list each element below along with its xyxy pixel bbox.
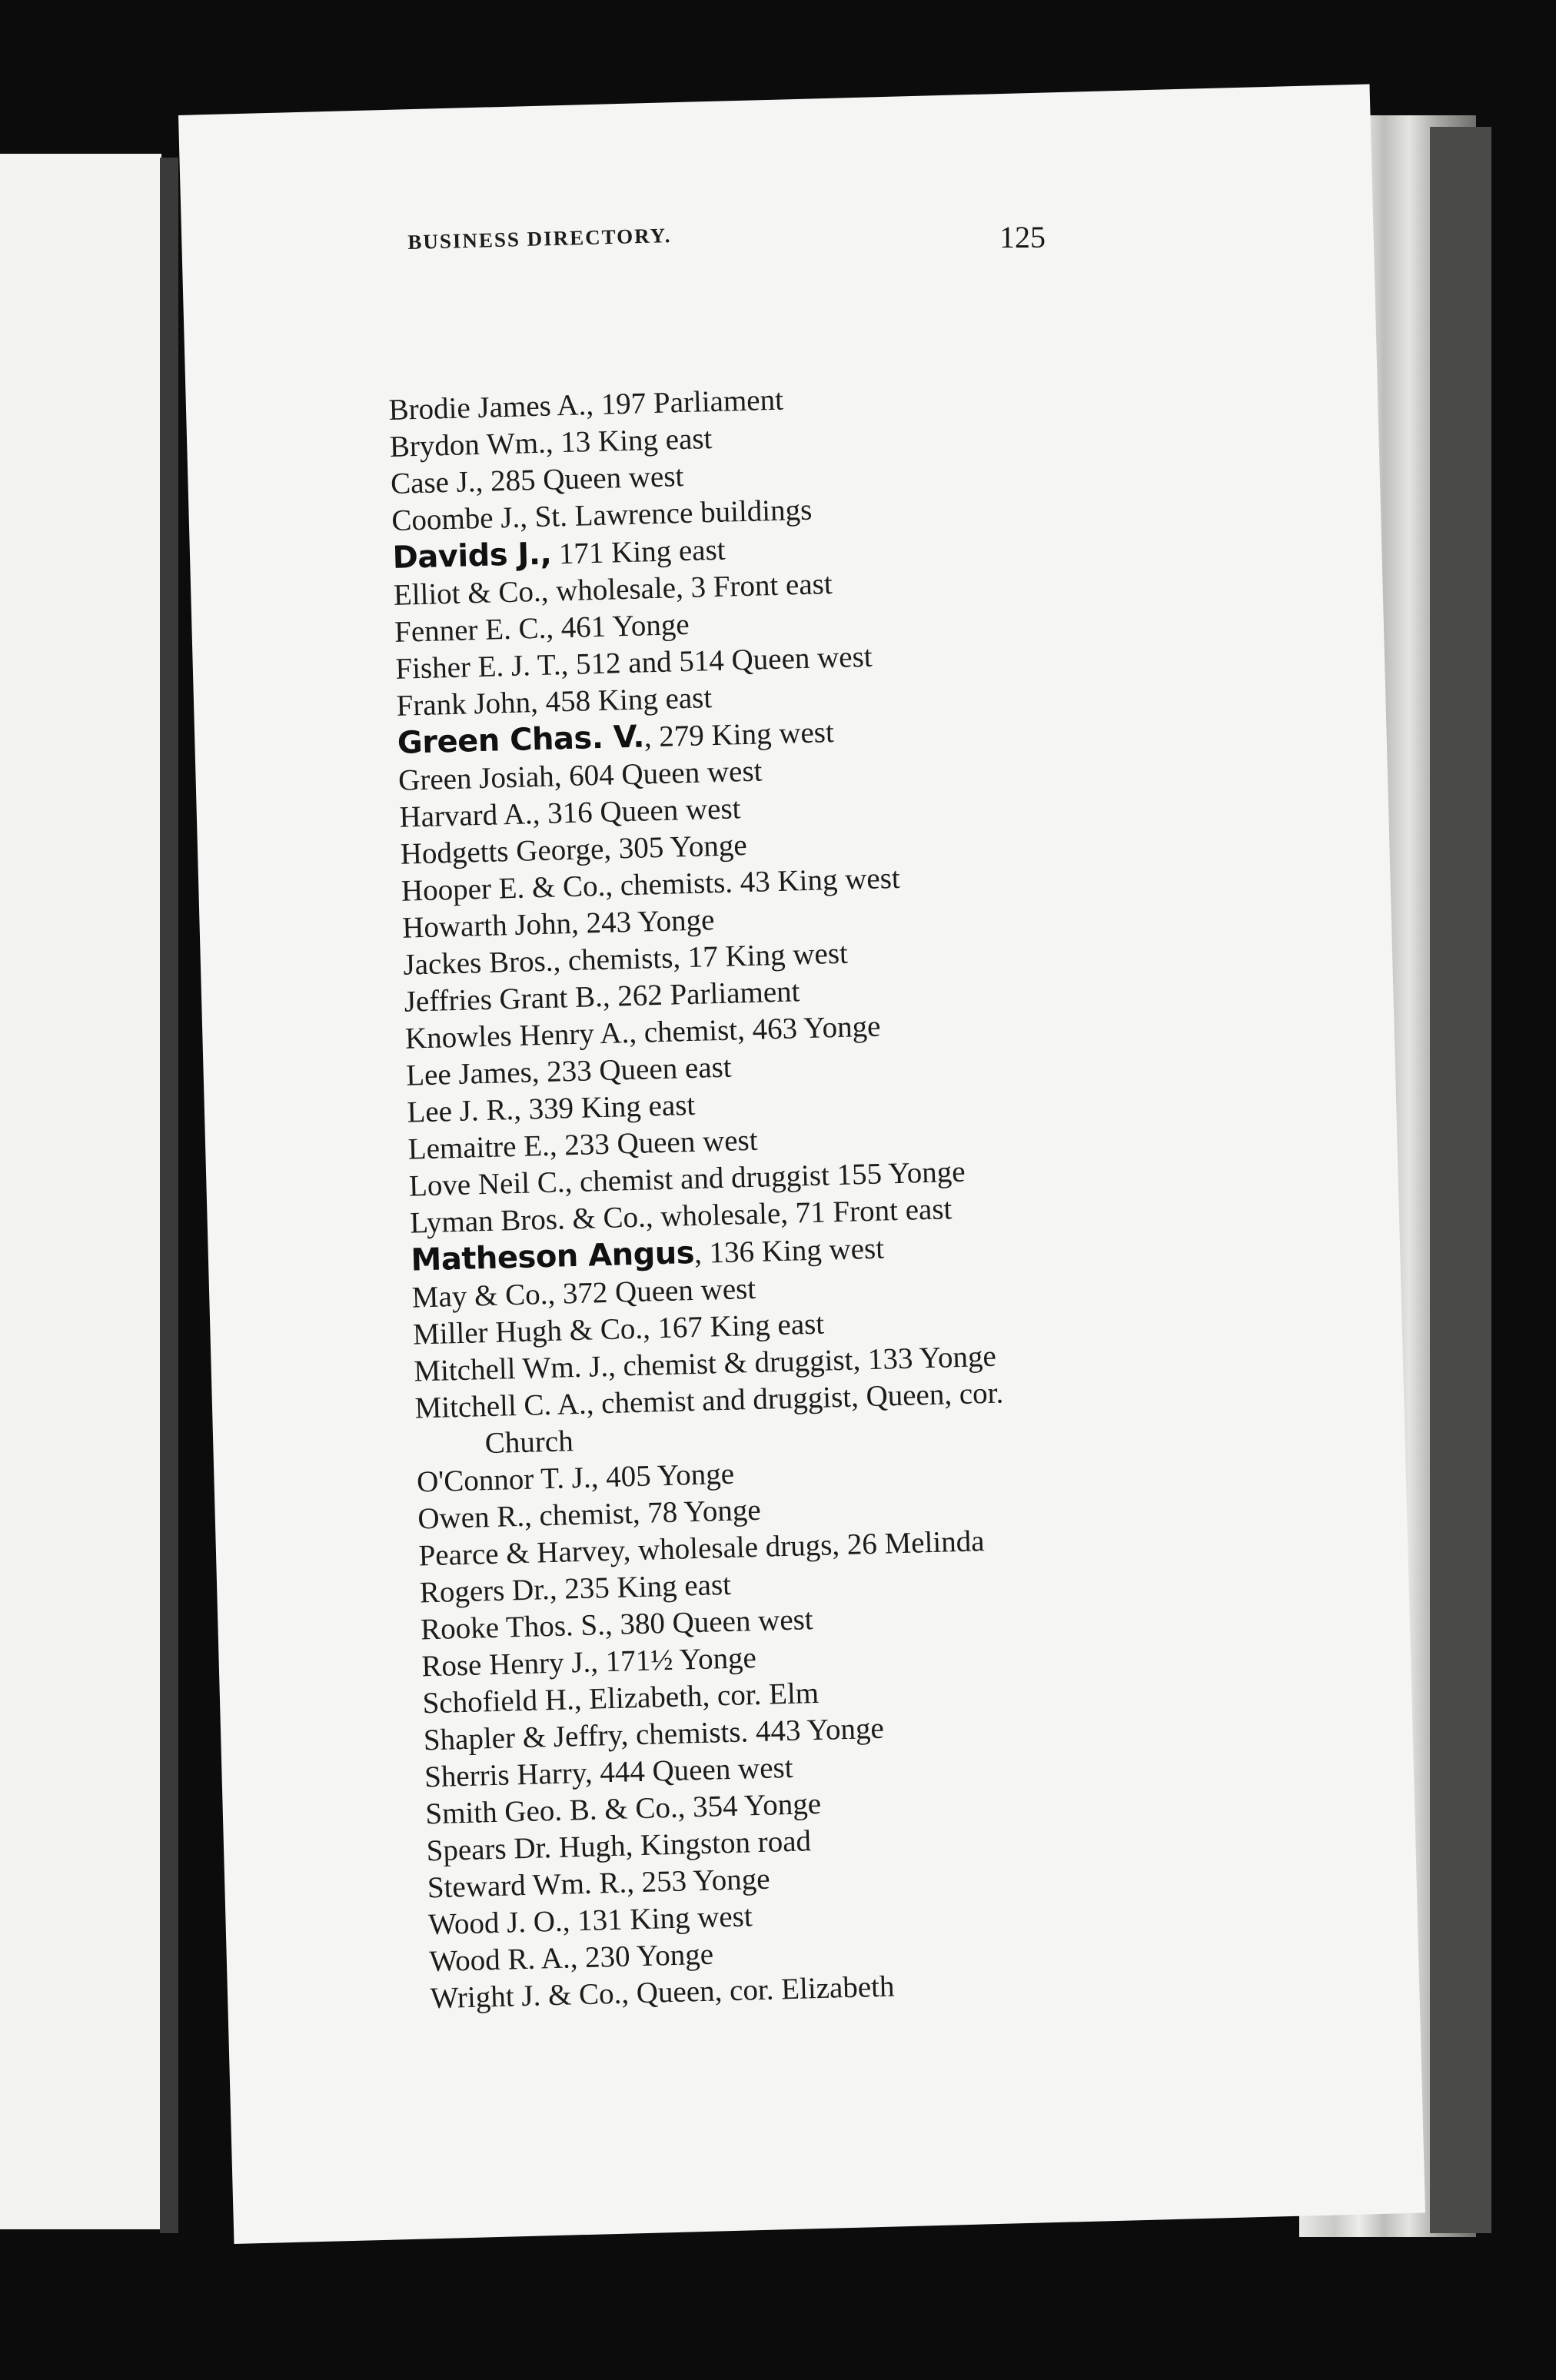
entry-text: Wood J. O., 131 King west (427, 1900, 753, 1942)
entry-text: Wright J. & Co., Queen, cor. Elizabeth (430, 1969, 895, 2016)
entry-text: Miller Hugh & Co., 167 King east (412, 1307, 825, 1351)
running-head: BUSINESS DIRECTORY. (407, 224, 672, 254)
entry-text: Frank John, 458 King east (396, 681, 713, 723)
entry-text: Lee James, 233 Queen east (405, 1050, 733, 1092)
entry-text: Lyman Bros. & Co., wholesale, 71 Front east (409, 1192, 953, 1240)
entry-text: Case J., 285 Queen west (390, 459, 684, 500)
entry-text: Spears Dr. Hugh, Kingston road (426, 1824, 812, 1868)
entry-bold-name: Matheson Angus (410, 1235, 695, 1278)
entry-text: Fenner E. C., 461 Yonge (394, 607, 690, 649)
entry-text: Brodie James A., 197 Parliament (388, 383, 784, 427)
entry-text: Hooper E. & Co., chemists. 43 King west (401, 861, 901, 908)
entry-text: Harvard A., 316 Queen west (398, 792, 741, 834)
entry-text: 171 King east (550, 533, 726, 571)
entry-text: Fisher E. J. T., 512 and 514 Queen west (394, 640, 873, 686)
entry-bold-name: Green Chas. V. (397, 719, 645, 761)
entry-text: O'Connor T. J., 405 Yonge (416, 1457, 735, 1499)
entry-text: Rogers Dr., 235 King east (419, 1567, 732, 1610)
entry-text: Smith Geo. B. & Co., 354 Yonge (424, 1787, 822, 1831)
entry-text: Love Neil C., chemist and druggist 155 Yonge (408, 1155, 966, 1203)
entry-text: Coombe J., St. Lawrence buildings (391, 493, 813, 537)
book-cover-edge (1430, 127, 1491, 2233)
gutter-shadow (160, 158, 178, 2233)
entry-text: Elliot & Co., wholesale, 3 Front east (393, 567, 833, 612)
entry-text: Shapler & Jeffry, chemists. 443 Yonge (423, 1711, 885, 1757)
entry-text: Schofield H., Elizabeth, cor. Elm (422, 1676, 820, 1720)
directory-entries (388, 368, 1353, 2018)
entry-text: Brydon Wm., 13 King east (389, 421, 713, 464)
entry-text: , 136 King west (693, 1232, 885, 1270)
entry-text: Rose Henry J., 171½ Yonge (421, 1641, 757, 1684)
entry-text: Sherris Harry, 444 Queen west (424, 1750, 794, 1794)
entry-text: Church (484, 1424, 574, 1461)
entry-text: Hodgetts George, 305 Yonge (400, 828, 748, 871)
entry-text: Wood R. A., 230 Yonge (428, 1937, 714, 1979)
entry-text: Lee J. R., 339 King east (406, 1088, 696, 1129)
left-page (0, 154, 161, 2229)
entry-text: May & Co., 372 Queen west (411, 1271, 756, 1315)
entry-text: Owen R., chemist, 78 Yonge (417, 1493, 762, 1536)
entry-text: , 279 King west (643, 715, 835, 754)
entry-text: Jackes Bros., chemists, 17 King west (402, 936, 849, 982)
entry-text: Knowles Henry A., chemist, 463 Yonge (404, 1009, 881, 1055)
entry-text: Rooke Thos. S., 380 Queen west (420, 1603, 814, 1647)
entry-text: Lemaitre E., 233 Queen west (407, 1123, 759, 1166)
page-number: 125 (999, 220, 1046, 254)
entry-text: Steward Wm. R., 253 Yonge (427, 1862, 770, 1905)
entry-text: Green Josiah, 604 Queen west (397, 754, 763, 797)
entry-text: Mitchell Wm. J., chemist & druggist, 133 Yonge (413, 1339, 997, 1388)
entry-text: Pearce & Harvey, wholesale drugs, 26 Melinda (418, 1524, 986, 1573)
entry-text: Mitchell C. A., chemist and druggist, Queen, cor. (414, 1376, 1004, 1425)
entry-bold-name: Davids J., (392, 536, 552, 576)
entry-text: Howarth John, 243 Yonge (401, 903, 715, 945)
entry-text: Jeffries Grant B., 262 Parliament (404, 975, 800, 1019)
